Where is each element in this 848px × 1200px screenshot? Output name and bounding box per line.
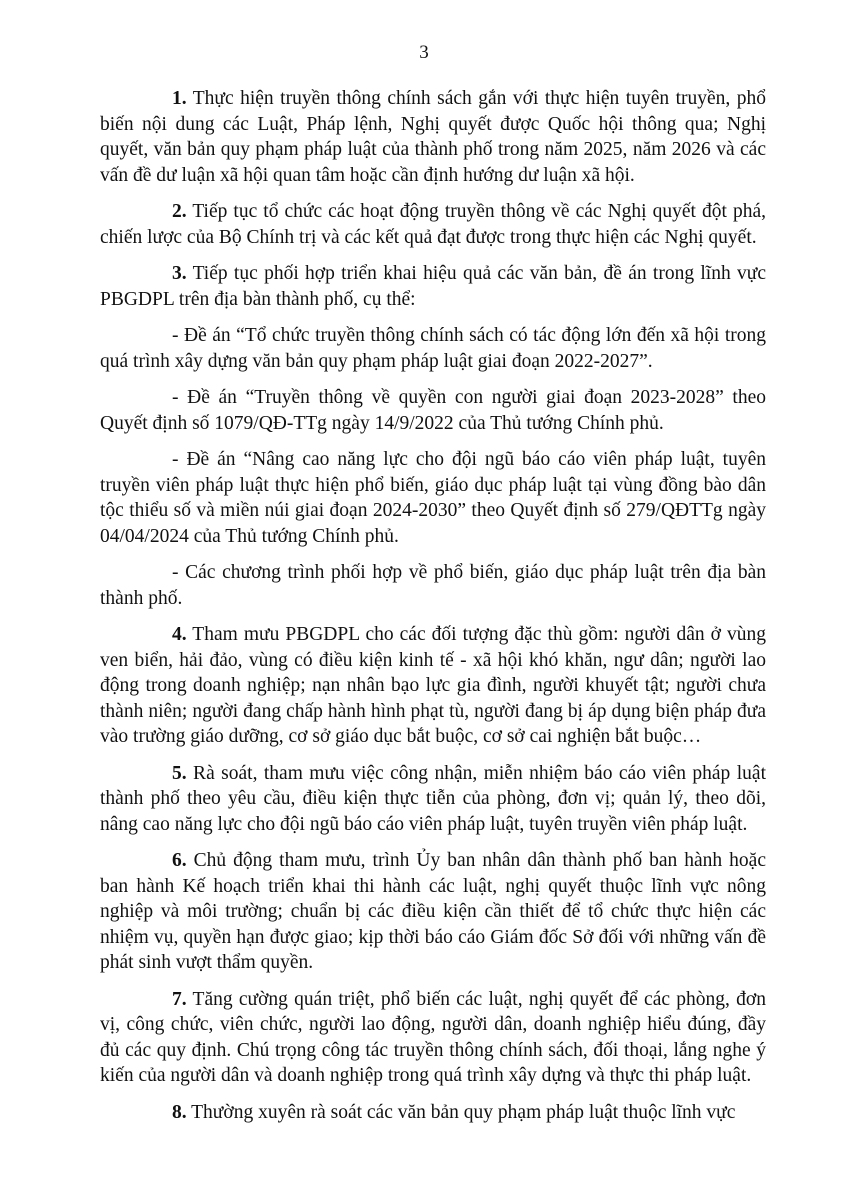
sub-item-project-1: [100, 323, 766, 374]
paragraph-5: [100, 761, 766, 838]
paragraph-2: [100, 199, 766, 250]
document-body: [100, 86, 766, 1136]
paragraph-4: [100, 622, 766, 750]
paragraph-text: Tham mưu PBGDPL cho các đối tượng đặc thù gồm: người dân ở vùng ven biển, hải đảo, vùng có điều kiện kinh tế - xã hội khó khăn, ngư dân; người lao động trong doanh nghiệp; nạn nhân bạo lực gia đình, người khuyết tật; người chưa thành niên; người đang chấp hành hình phạt tù, người đang bị áp dụng biện pháp đưa vào trường giáo dưỡng, cơ sở giáo dục bắt buộc, cơ sở cai nghiện bắt buộc…: [100, 624, 766, 747]
sub-item-programs: [100, 560, 766, 611]
paragraph-text: Chủ động tham mưu, trình Ủy ban nhân dân thành phố ban hành hoặc ban hành Kế hoạch triển khai thi hành các luật, nghị quyết thuộc lĩnh vực nông nghiệp và môi trường; chuẩn bị các điều kiện cần thiết để tổ chức thực hiện các nhiệm vụ, quyền hạn được giao; kịp thời báo cáo Giám đốc Sở đối với những vấn đề phát sinh vượt thẩm quyền.: [100, 850, 766, 973]
item-number: 1.: [172, 88, 187, 109]
item-number: 6.: [172, 850, 187, 871]
item-number: 2.: [172, 201, 187, 222]
paragraph-text: - Đề án “Nâng cao năng lực cho đội ngũ báo cáo viên pháp luật, tuyên truyền viên pháp luật thực hiện phổ biến, giáo dục pháp luật tại vùng đồng bào dân tộc thiểu số và miền núi giai đoạn 2024-2030” theo Quyết định số 279/QĐTTg ngày 04/04/2024 của Thủ tướng Chính phủ.: [100, 449, 766, 547]
item-number: 4.: [172, 624, 187, 645]
paragraph-text: - Đề án “Tổ chức truyền thông chính sách có tác động lớn đến xã hội trong quá trình xây dựng văn bản quy phạm pháp luật giai đoạn 2022-2027”.: [100, 325, 766, 372]
paragraph-7: [100, 987, 766, 1089]
paragraph-3: [100, 261, 766, 312]
paragraph-text: Tiếp tục tổ chức các hoạt động truyền thông về các Nghị quyết đột phá, chiến lược của Bộ Chính trị và các kết quả đạt được trong thực hiện các Nghị quyết.: [100, 201, 766, 248]
item-number: 5.: [172, 762, 187, 784]
item-number: 8.: [172, 1101, 187, 1123]
paragraph-1: [100, 86, 766, 188]
paragraph-text: Thực hiện truyền thông chính sách gắn với thực hiện tuyên truyền, phổ biến nội dung các Luật, Pháp lệnh, Nghị quyết được Quốc hội thông qua; Nghị quyết, văn bản quy phạm pháp luật của thành phố trong năm 2025, năm 2026 và các vấn đề dư luận xã hội quan tâm hoặc cần định hướng dư luận xã hội.: [100, 88, 766, 186]
item-number: 3.: [172, 263, 187, 284]
paragraph-6: [100, 848, 766, 976]
item-number: 7.: [172, 988, 187, 1010]
paragraph-text: - Đề án “Truyền thông về quyền con người giai đoạn 2023-2028” theo Quyết định số 1079/QĐ-TTg ngày 14/9/2022 của Thủ tướng Chính phủ.: [100, 387, 766, 434]
page-number: 3: [419, 42, 429, 63]
paragraph-text: Tăng cường quán triệt, phổ biến các luật, nghị quyết để các phòng, đơn vị, công chức, viên chức, người lao động, người dân, doanh nghiệp hiểu đúng, đầy đủ các quy định. Chú trọng công tác truyền thông chính sách, đối thoại, lắng nghe ý kiến của người dân và doanh nghiệp trong quá trình xây dựng và thực thi pháp luật.: [100, 988, 766, 1086]
paragraph-text: Rà soát, tham mưu việc công nhận, miễn nhiệm báo cáo viên pháp luật thành phố theo yêu cầu, điều kiện thực tiễn của phòng, đơn vị; quản lý, theo dõi, nâng cao năng lực cho đội ngũ báo cáo viên pháp luật, tuyên truyền viên pháp luật.: [100, 762, 766, 835]
sub-item-project-3: [100, 447, 766, 549]
sub-item-project-2: [100, 385, 766, 436]
paragraph-text: Thường xuyên rà soát các văn bản quy phạm pháp luật thuộc lĩnh vực: [186, 1101, 736, 1123]
paragraph-8: [100, 1100, 766, 1126]
paragraph-text: - Các chương trình phối hợp về phổ biến, giáo dục pháp luật trên địa bàn thành phố.: [100, 562, 766, 609]
paragraph-text: Tiếp tục phối hợp triển khai hiệu quả các văn bản, đề án trong lĩnh vực PBGDPL trên địa bàn thành phố, cụ thể:: [100, 263, 766, 310]
